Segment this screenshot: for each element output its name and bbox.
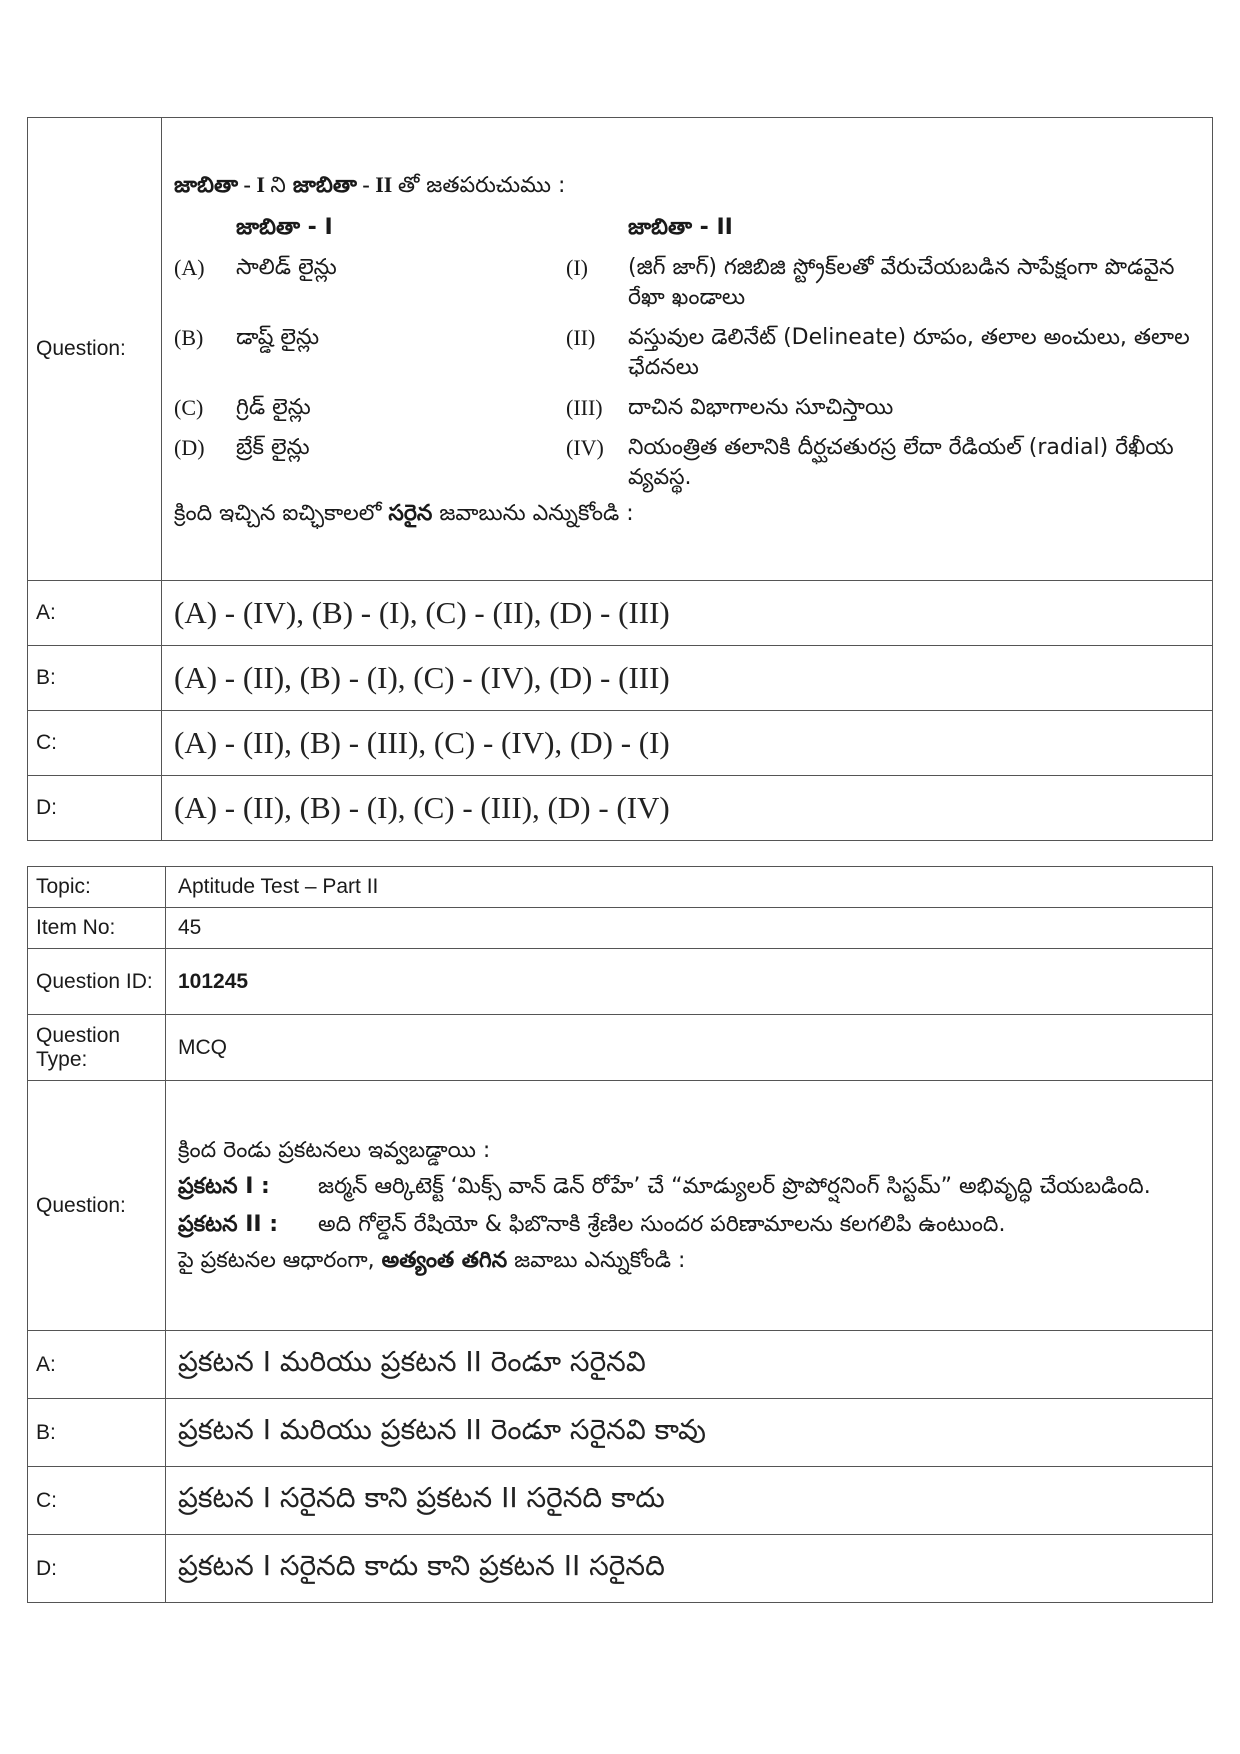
option-row-b[interactable] — [28, 1399, 1213, 1467]
option-label: C: — [28, 711, 162, 776]
question-row — [28, 118, 1213, 581]
question-label: Question: — [28, 118, 162, 581]
question-instruction — [178, 1246, 1200, 1276]
match-table — [174, 213, 1200, 493]
qtype-row — [28, 1015, 1213, 1081]
item-label: Item No: — [28, 908, 166, 949]
statement-1-text: జర్మన్ ఆర్కిటెక్ట్ ‘మిక్స్ వాన్ డెన్ రోహే’ చే “మాడ్యులర్ ప్రొపోర్షనింగ్ సిస్టమ్” అభివృద్ధి చేయబడింది. — [318, 1173, 1151, 1199]
left-text: గ్రిడ్ లైన్లు — [236, 394, 311, 420]
option-label: A: — [28, 1331, 166, 1399]
instruction-end: జవాబును ఎన్నుకోండి : — [432, 500, 634, 526]
right-key: (IV) — [566, 434, 604, 460]
item-row — [28, 908, 1213, 949]
intro-list2: జాబితా — [292, 172, 357, 198]
option-text: (A) - (II), (B) - (III), (C) - (IV), (D) - (I) — [162, 711, 1213, 776]
statement-row — [178, 1172, 1200, 1202]
option-label: D: — [28, 776, 162, 841]
item-value: 45 — [166, 908, 1213, 949]
intro-list1: జాబితా — [174, 172, 239, 198]
match-header-row — [174, 213, 1200, 243]
instruction-end: జవాబు ఎన్నుకోండి : — [507, 1247, 686, 1273]
instruction-emphasis: సరైన — [388, 500, 433, 526]
option-text: (A) - (II), (B) - (I), (C) - (IV), (D) - (III) — [162, 646, 1213, 711]
intro-list1-num: - I — [238, 171, 271, 197]
left-key: (B) — [174, 324, 204, 350]
question-1-table — [27, 117, 1213, 841]
statement-2-label: ప్రకటన II : — [178, 1211, 279, 1237]
intro-ni: ని — [270, 172, 293, 198]
qid-label: Question ID: — [28, 949, 166, 1015]
intro-list2-num: - II — [356, 171, 398, 197]
option-label: B: — [28, 646, 162, 711]
question-intro: క్రింద రెండు ప్రకటనలు ఇవ్వబడ్డాయి : — [178, 1137, 491, 1163]
question-intro — [174, 170, 1200, 201]
qid-row — [28, 949, 1213, 1015]
option-row-c[interactable] — [28, 1467, 1213, 1535]
question-2-table — [27, 866, 1213, 1603]
right-text: దాచిన విభాగాలను సూచిస్తాయి — [628, 394, 894, 420]
option-row-a[interactable] — [28, 581, 1213, 646]
qtype-value: MCQ — [166, 1015, 1213, 1081]
right-text: వస్తువుల డెలినేట్ (Delineate) రూపం, తలాల అంచులు, తలాల ఛేదనలు — [628, 324, 1190, 380]
statement-1-label: ప్రకటన I : — [178, 1173, 270, 1199]
match-row — [174, 243, 1200, 313]
option-text: ప్రకటన I మరియు ప్రకటన II రెండూ సరైనవి కావు — [166, 1399, 1213, 1467]
match-row — [174, 383, 1200, 423]
instruction-start: క్రింది ఇచ్చిన ఐచ్ఛికాలలో — [174, 500, 389, 526]
instruction-start: పై ప్రకటనల ఆధారంగా, — [178, 1247, 382, 1273]
left-key: (D) — [174, 434, 205, 460]
option-row-d[interactable] — [28, 776, 1213, 841]
question-instruction — [174, 499, 1200, 529]
intro-rest: తో జతపరుచుము : — [397, 172, 566, 198]
question-row — [28, 1081, 1213, 1331]
option-row-b[interactable] — [28, 646, 1213, 711]
option-label: B: — [28, 1399, 166, 1467]
option-text: ప్రకటన I మరియు ప్రకటన II రెండూ సరైనవి — [166, 1331, 1213, 1399]
option-label: A: — [28, 581, 162, 646]
option-text: (A) - (IV), (B) - (I), (C) - (II), (D) - (III) — [162, 581, 1213, 646]
topic-row — [28, 867, 1213, 908]
right-key: (II) — [566, 324, 596, 350]
topic-value: Aptitude Test – Part II — [166, 867, 1213, 908]
option-text: (A) - (II), (B) - (I), (C) - (III), (D) - (IV) — [162, 776, 1213, 841]
right-key: (I) — [566, 254, 588, 280]
option-text: ప్రకటన I సరైనది కాని ప్రకటన II సరైనది కాదు — [166, 1467, 1213, 1535]
question-content — [162, 118, 1213, 581]
list2-header: జాబితా - II — [628, 214, 733, 240]
option-row-d[interactable] — [28, 1535, 1213, 1603]
list1-header: జాబితా - I — [236, 214, 333, 240]
match-row — [174, 313, 1200, 383]
question-content — [166, 1081, 1213, 1331]
right-key: (III) — [566, 394, 603, 420]
option-label: C: — [28, 1467, 166, 1535]
statement-row — [178, 1202, 1200, 1240]
option-row-c[interactable] — [28, 711, 1213, 776]
option-label: D: — [28, 1535, 166, 1603]
instruction-emphasis: అత్యంత తగిన — [381, 1247, 508, 1273]
option-text: ప్రకటన I సరైనది కాదు కాని ప్రకటన II సరైనది — [166, 1535, 1213, 1603]
statement-2-text: అది గోల్డెన్ రేషియో & ఫిబొనాకి శ్రేణిల సుందర పరిణామాలను కలగలిపి ఉంటుంది. — [318, 1211, 1006, 1237]
statements-table — [178, 1172, 1200, 1240]
match-row — [174, 423, 1200, 493]
left-text: సాలిడ్ లైన్లు — [236, 254, 337, 280]
left-key: (C) — [174, 394, 204, 420]
option-row-a[interactable] — [28, 1331, 1213, 1399]
left-text: డాష్డ్ లైన్లు — [236, 324, 320, 350]
right-text: నియంత్రిత తలానికి దీర్ఘచతురస్ర లేదా రేడియల్ (radial) రేఖీయ వ్యవస్థ. — [628, 434, 1174, 490]
right-text: (జిగ్ జాగ్) గజిబిజి స్ట్రోక్‌లతో వేరుచేయబడిన సాపేక్షంగా పొడవైన రేఖా ఖండాలు — [628, 254, 1175, 310]
left-text: బ్రేక్ లైన్లు — [236, 434, 310, 460]
qtype-label: Question Type: — [28, 1015, 166, 1081]
qid-value: 101245 — [166, 949, 1213, 1015]
question-label: Question: — [28, 1081, 166, 1331]
left-key: (A) — [174, 254, 205, 280]
topic-label: Topic: — [28, 867, 166, 908]
